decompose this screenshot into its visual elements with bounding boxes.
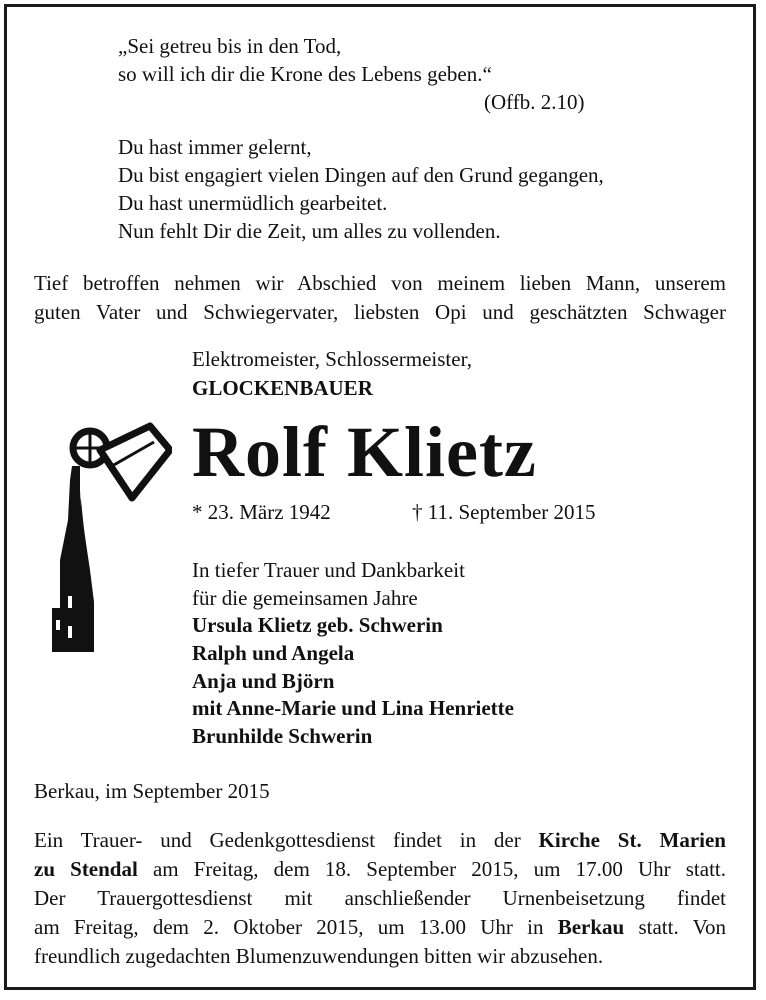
- burial-tail: statt. Von: [638, 915, 727, 939]
- service-line-4: [34, 913, 726, 942]
- poem-line-4: Nun fehlt Dir die Zeit, um alles zu vollenden.: [118, 219, 501, 243]
- bell-and-church-tower-icon: [42, 420, 172, 652]
- burial-date: am Freitag, dem 2. Oktober 2015, um 13.00 Uhr in: [34, 915, 544, 939]
- quote-line-1: „Sei getreu bis in den Tod,: [118, 34, 342, 58]
- place-date: Berkau, im September 2015: [34, 779, 270, 803]
- church-name: Kirche St. Marien: [538, 828, 726, 852]
- service-date: am Freitag, dem 18. September 2015, um 17.00 Uhr statt.: [152, 857, 727, 881]
- profession: Elektromeister, Schlossermeister,: [192, 347, 472, 371]
- poem-line-2: Du bist engagiert vielen Dingen auf den Grund gegangen,: [118, 163, 604, 187]
- service-line-5: freundlich zugedachten Blumenzuwendungen bitten wir abzusehen.: [34, 944, 604, 968]
- church-location: zu Stendal: [34, 857, 138, 881]
- poem-line-1: Du hast immer gelernt,: [118, 135, 312, 159]
- title-upper: GLOCKENBAUER: [192, 376, 373, 400]
- quote-line-2: so will ich dir die Krone des Lebens geben.“: [118, 62, 492, 86]
- service-text: Ein Trauer- und Gedenkgottesdienst findet in der: [34, 828, 521, 852]
- intro-line-1: Tief betroffen nehmen wir Abschied von meinem lieben Mann, unserem: [34, 271, 726, 295]
- birth-date: * 23. März 1942: [192, 500, 331, 524]
- mourner-5: Brunhilde Schwerin: [192, 724, 373, 748]
- intro-line-2: guten Vater und Schwiegervater, liebsten Opi und geschätzten Schwager: [34, 300, 726, 324]
- mourner-1: Ursula Klietz geb. Schwerin: [192, 613, 443, 637]
- mourner-4: mit Anne-Marie und Lina Henriette: [192, 696, 514, 720]
- service-line-2: [34, 855, 726, 884]
- death-date: † 11. September 2015: [412, 500, 596, 524]
- service-line-3: Der Trauergottesdienst mit anschließender Urnenbeisetzung findet: [34, 886, 726, 910]
- mourner-3: Anja und Björn: [192, 669, 335, 693]
- burial-place: Berkau: [557, 915, 625, 939]
- quote-source: (Offb. 2.10): [484, 90, 585, 114]
- mourner-2: Ralph und Angela: [192, 641, 355, 665]
- mourners-intro-2: für die gemeinsamen Jahre: [192, 586, 418, 610]
- mourners-intro-1: In tiefer Trauer und Dankbarkeit: [192, 558, 465, 582]
- poem-line-3: Du hast unermüdlich gearbeitet.: [118, 191, 388, 215]
- deceased-name: Rolf Klietz: [192, 412, 537, 492]
- service-line-1: [34, 826, 726, 855]
